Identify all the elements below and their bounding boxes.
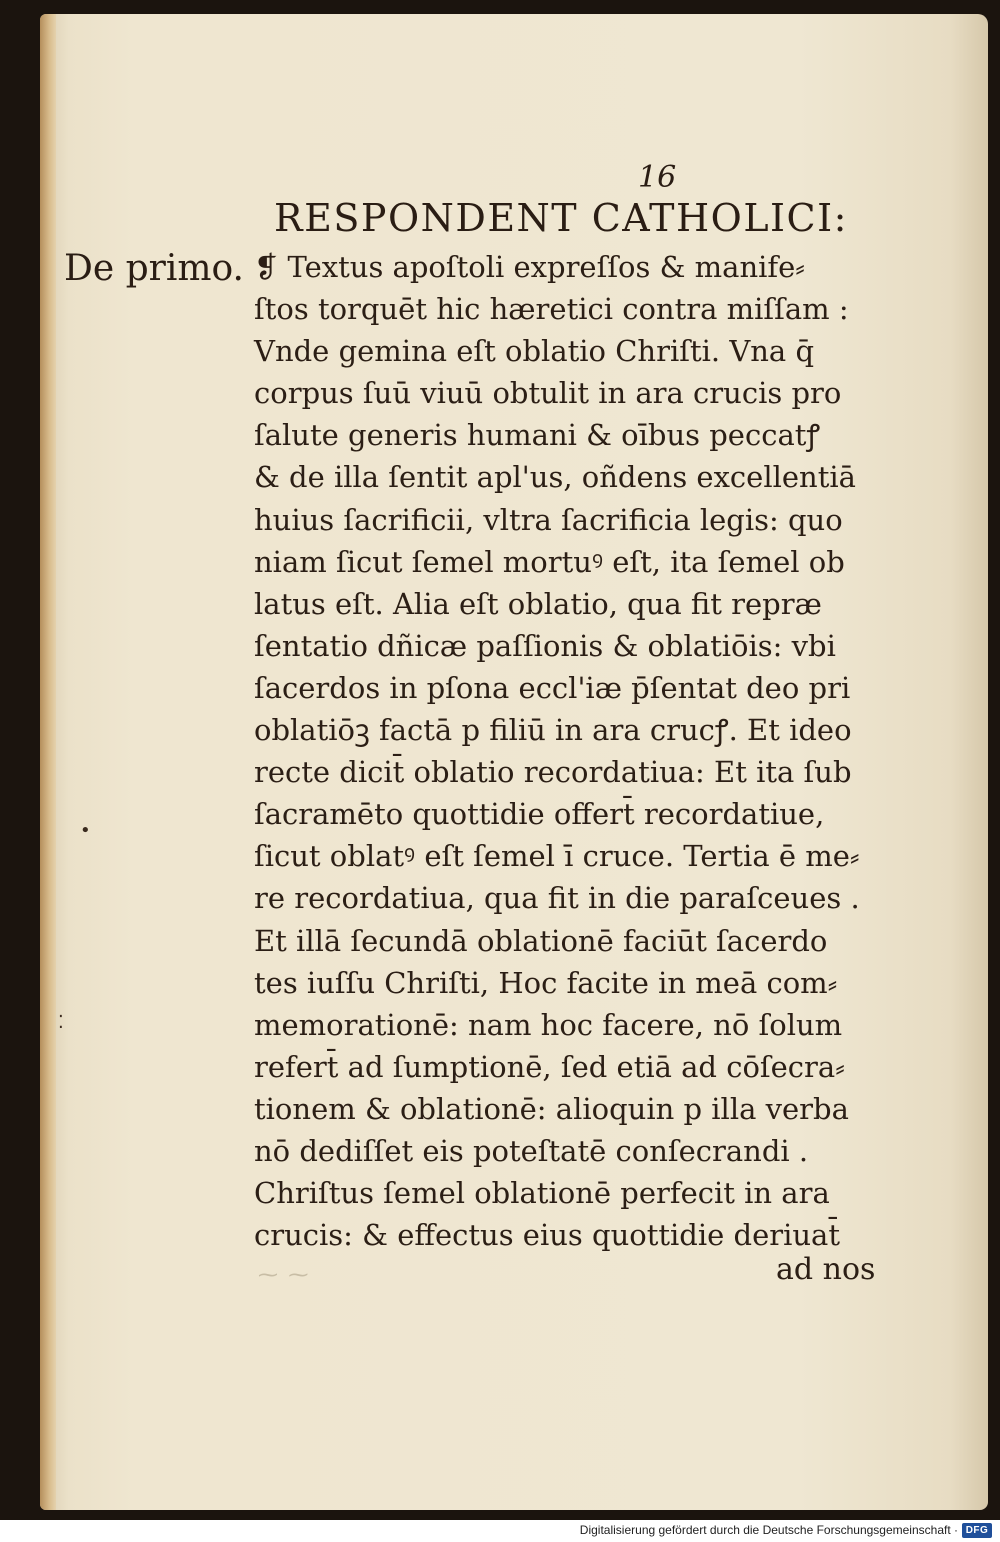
catchword: ad nos	[776, 1252, 876, 1287]
dfg-logo: DFG	[962, 1523, 992, 1538]
ink-speck: •	[80, 820, 91, 841]
body-text	[254, 246, 926, 1256]
margin-note: De primo.	[64, 248, 244, 289]
text-line: corpus ſuū viuū obtulit in ara crucis pro	[254, 376, 842, 411]
page-number: 16	[638, 160, 677, 195]
text-line: memorationē: nam hoc facere, nō ſolum	[254, 1007, 843, 1042]
text-line: refert̄ ad ſumptionē, ſed etiā ad cōſecra⸗	[254, 1049, 845, 1084]
text-line: crucis: & effectus eius quottidie deriuat̄	[254, 1218, 841, 1253]
bleed-through: ⁓ ⁓	[258, 1262, 311, 1286]
text-line: ſtos torquēt hic hæretici contra miſſam :	[254, 292, 849, 327]
text-line: nō dediſſet eis poteſtatē conſecrandi .	[254, 1133, 809, 1168]
text-line: ſacerdos in pſona eccl'iæ p̄ſentat deo pri	[254, 670, 851, 705]
text-line: re recordatiua, qua fit in die paraſceues .	[254, 881, 860, 916]
text-line: huius ſacrificii, vltra ſacrificia legis: quo	[254, 502, 843, 537]
text-line: Chriſtus ſemel oblationē perfecit in ara	[254, 1176, 830, 1211]
text-line: tes iuſſu Chriſti, Hoc facite in meā com⸗	[254, 965, 838, 1000]
text-line: tionem & oblationē: alioquin p illa verba	[254, 1091, 849, 1126]
text-line: Vnde gemina eſt oblatio Chriſti. Vna q̄	[254, 334, 815, 369]
footer-bar	[0, 1520, 1000, 1542]
ink-speck: ⁚	[58, 1012, 64, 1033]
funding-credit: Digitalisierung gefördert durch die Deutsche Forschungsgemeinschaft ·	[579, 1523, 958, 1537]
text-line: ſentatio dñicæ paſſionis & oblatiōis: vbi	[254, 628, 836, 663]
text-line: niam ſicut ſemel mortuꝰ eſt, ita ſemel ob	[254, 544, 845, 579]
text-line: recte dicit̄ oblatio recordatiua: Et ita ſub	[254, 755, 852, 790]
text-line: Et illā ſecundā oblationē faciūt ſacerdo	[254, 923, 828, 958]
text-line: ❡ Textus apoſtoli expreſſos & manife⸗	[254, 250, 805, 284]
running-head: RESPONDENT CATHOLICI:	[274, 196, 848, 240]
text-line: latus eſt. Alia eſt oblatio, qua fit repræ	[254, 586, 822, 621]
page-binding-edge	[40, 14, 56, 1510]
text-line: & de illa ſentit apl'us, oñdens excellentiā	[254, 460, 856, 495]
text-line: ſalute generis humani & oībus peccatꝭ	[254, 418, 821, 453]
text-line: ſicut oblatꝰ eſt ſemel ī cruce. Tertia ē me⸗	[254, 839, 860, 874]
text-line: ſacramēto quottidie offert̄ recordatiue,	[254, 797, 825, 832]
text-line: oblatiōꝫ factā p filiū in ara crucꝭ. Et ideo	[254, 713, 852, 748]
